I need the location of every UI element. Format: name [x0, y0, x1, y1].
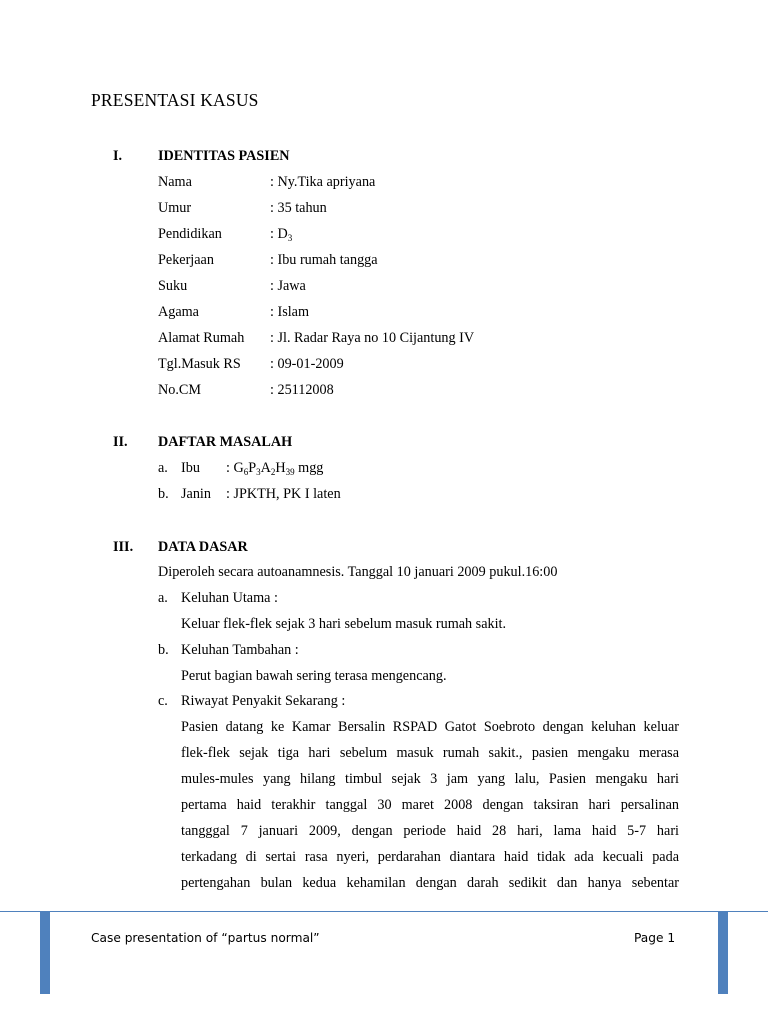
masalah-label-janin: Janin — [181, 486, 211, 502]
field-label-suku: Suku — [158, 278, 188, 294]
keluhan-utama-label: Keluhan Utama : — [181, 590, 278, 606]
footer-accent-bar-right — [718, 912, 728, 994]
data-dasar-intro: Diperoleh secara autoanamnesis. Tanggal 10 januari 2009 pukul.16:00 — [158, 564, 558, 580]
footer-accent-bar-left — [40, 912, 50, 994]
riwayat-line: mules-mules yang hilang timbul sejak 3 jam yang lalu, Pasien mengaku hari — [181, 771, 679, 787]
field-value-umur: : 35 tahun — [270, 200, 327, 216]
field-label-no-cm: No.CM — [158, 382, 201, 398]
item-letter-b: b. — [158, 642, 169, 658]
footer-document-title: Case presentation of “partus normal” — [91, 931, 320, 945]
field-value-nama: : Ny.Tika apriyana — [270, 174, 376, 190]
field-value-no-cm: : 25112008 — [270, 382, 334, 398]
field-label-tgl-masuk: Tgl.Masuk RS — [158, 356, 241, 372]
field-label-alamat: Alamat Rumah — [158, 330, 245, 346]
masalah-letter-b: b. — [158, 486, 169, 502]
section-1-number: I. — [113, 148, 123, 164]
field-label-umur: Umur — [158, 200, 192, 216]
document-title: PRESENTASI KASUS — [91, 90, 259, 110]
item-letter-c: c. — [158, 693, 168, 709]
masalah-value-janin: : JPKTH, PK I laten — [226, 486, 341, 502]
riwayat-line: pertama haid terakhir tanggal 30 maret 2008 dengan taksiran hari persalinan — [181, 797, 679, 813]
field-label-pendidikan: Pendidikan — [158, 226, 222, 242]
riwayat-label: Riwayat Penyakit Sekarang : — [181, 693, 346, 709]
item-letter-a: a. — [158, 590, 168, 606]
riwayat-line: tangggal 7 januari 2009, dengan periode haid 28 hari, lama haid 5-7 hari — [181, 823, 679, 839]
field-value-alamat: : Jl. Radar Raya no 10 Cijantung IV — [270, 330, 475, 346]
section-3-number: III. — [113, 539, 134, 555]
section-2-heading: DAFTAR MASALAH — [158, 434, 293, 450]
riwayat-line: terkadang di sertai rasa nyeri, perdarahan diantara haid tidak ada kecuali pada — [181, 849, 679, 865]
field-label-agama: Agama — [158, 304, 199, 320]
riwayat-line: pertengahan bulan kedua kehamilan dengan darah sedikit dan hanya sebentar — [181, 875, 679, 891]
keluhan-utama-text: Keluar flek-flek sejak 3 hari sebelum masuk rumah sakit. — [181, 616, 507, 632]
masalah-value-ibu: : $G_6P_3A_2H_{39}$ mgg — [226, 460, 324, 477]
section-2-number: II. — [113, 434, 128, 450]
section-1-heading: IDENTITAS PASIEN — [158, 148, 290, 164]
field-label-nama: Nama — [158, 174, 192, 190]
field-value-pendidikan: : $D_3$ — [270, 226, 293, 243]
field-value-pekerjaan: : Ibu rumah tangga — [270, 252, 378, 268]
riwayat-line: Pasien datang ke Kamar Bersalin RSPAD Gatot Soebroto dengan keluhan keluar — [181, 719, 679, 735]
keluhan-tambahan-text: Perut bagian bawah sering terasa mengencang. — [181, 668, 447, 684]
footer-divider — [0, 911, 768, 912]
field-value-agama: : Islam — [270, 304, 310, 320]
masalah-letter-a: a. — [158, 460, 168, 476]
riwayat-line: flek-flek sejak tiga hari sebelum masuk rumah sakit., pasien mengaku merasa — [181, 745, 679, 761]
keluhan-tambahan-label: Keluhan Tambahan : — [181, 642, 299, 658]
field-value-suku: : Jawa — [270, 278, 306, 294]
field-value-tgl-masuk: : 09-01-2009 — [270, 356, 344, 372]
footer-page-number: Page 1 — [634, 931, 676, 945]
field-label-pekerjaan: Pekerjaan — [158, 252, 214, 268]
section-3-heading: DATA DASAR — [158, 539, 248, 555]
masalah-label-ibu: Ibu — [181, 460, 200, 476]
